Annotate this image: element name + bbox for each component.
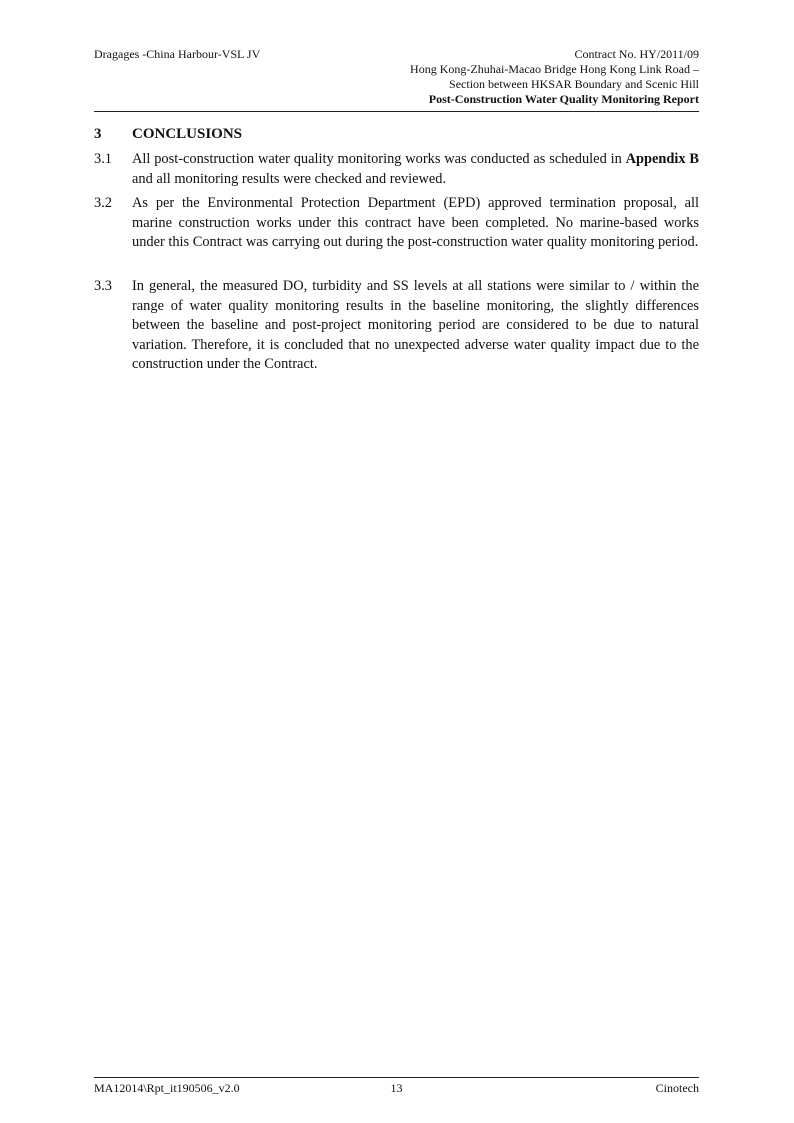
paragraph-3-2 <box>94 194 699 253</box>
appendix-reference: Appendix B <box>625 151 699 167</box>
section-heading <box>94 124 242 144</box>
paragraph-text-part: All post-construction water quality monitoring works was conducted as scheduled in <box>132 151 626 167</box>
header-project-line2: Section between HKSAR Boundary and Scenic Hill <box>449 77 699 91</box>
header-contract-no: Contract No. HY/2011/09 <box>574 47 699 61</box>
section-title: CONCLUSIONS <box>132 126 243 142</box>
paragraph-number: 3.3 <box>94 278 112 294</box>
header-project-info <box>319 47 699 107</box>
header-company: Dragages -China Harbour-VSL JV <box>94 47 261 61</box>
header-project-line1: Hong Kong-Zhuhai-Macao Bridge Hong Kong Link Road – <box>410 62 699 76</box>
header-report-title: Post-Construction Water Quality Monitoring Report <box>428 92 699 106</box>
paragraph-3-3 <box>94 277 699 375</box>
paragraph-number: 3.1 <box>94 151 112 167</box>
footer-company: Cinotech <box>655 1081 699 1095</box>
footer-page-number: 13 <box>390 1081 403 1095</box>
header-divider <box>94 111 699 112</box>
section-number: 3 <box>94 126 102 142</box>
paragraph-text <box>132 150 699 189</box>
paragraph-text: In general, the measured DO, turbidity and SS levels at all stations were similar to / within the range of water quality monitoring results in the baseline monitoring, the slightly differences between the baseline and post-project monitoring period are considered to be due to natural variation. Therefore, it is concluded that no unexpected adverse water quality impact due to the construction under the Contract. <box>132 278 699 373</box>
footer-divider <box>94 1077 699 1078</box>
paragraph-number: 3.2 <box>94 195 112 211</box>
paragraph-text-part: and all monitoring results were checked and reviewed. <box>132 170 447 187</box>
footer-doc-ref: MA12014\Rpt_it190506_v2.0 <box>94 1081 240 1095</box>
paragraph-3-1 <box>94 150 699 189</box>
paragraph-text: As per the Environmental Protection Department (EPD) approved termination proposal, all marine construction works under this contract have been completed. No marine-based works under this Contract was carrying out during the post-construction water quality monitoring period. <box>132 195 699 251</box>
